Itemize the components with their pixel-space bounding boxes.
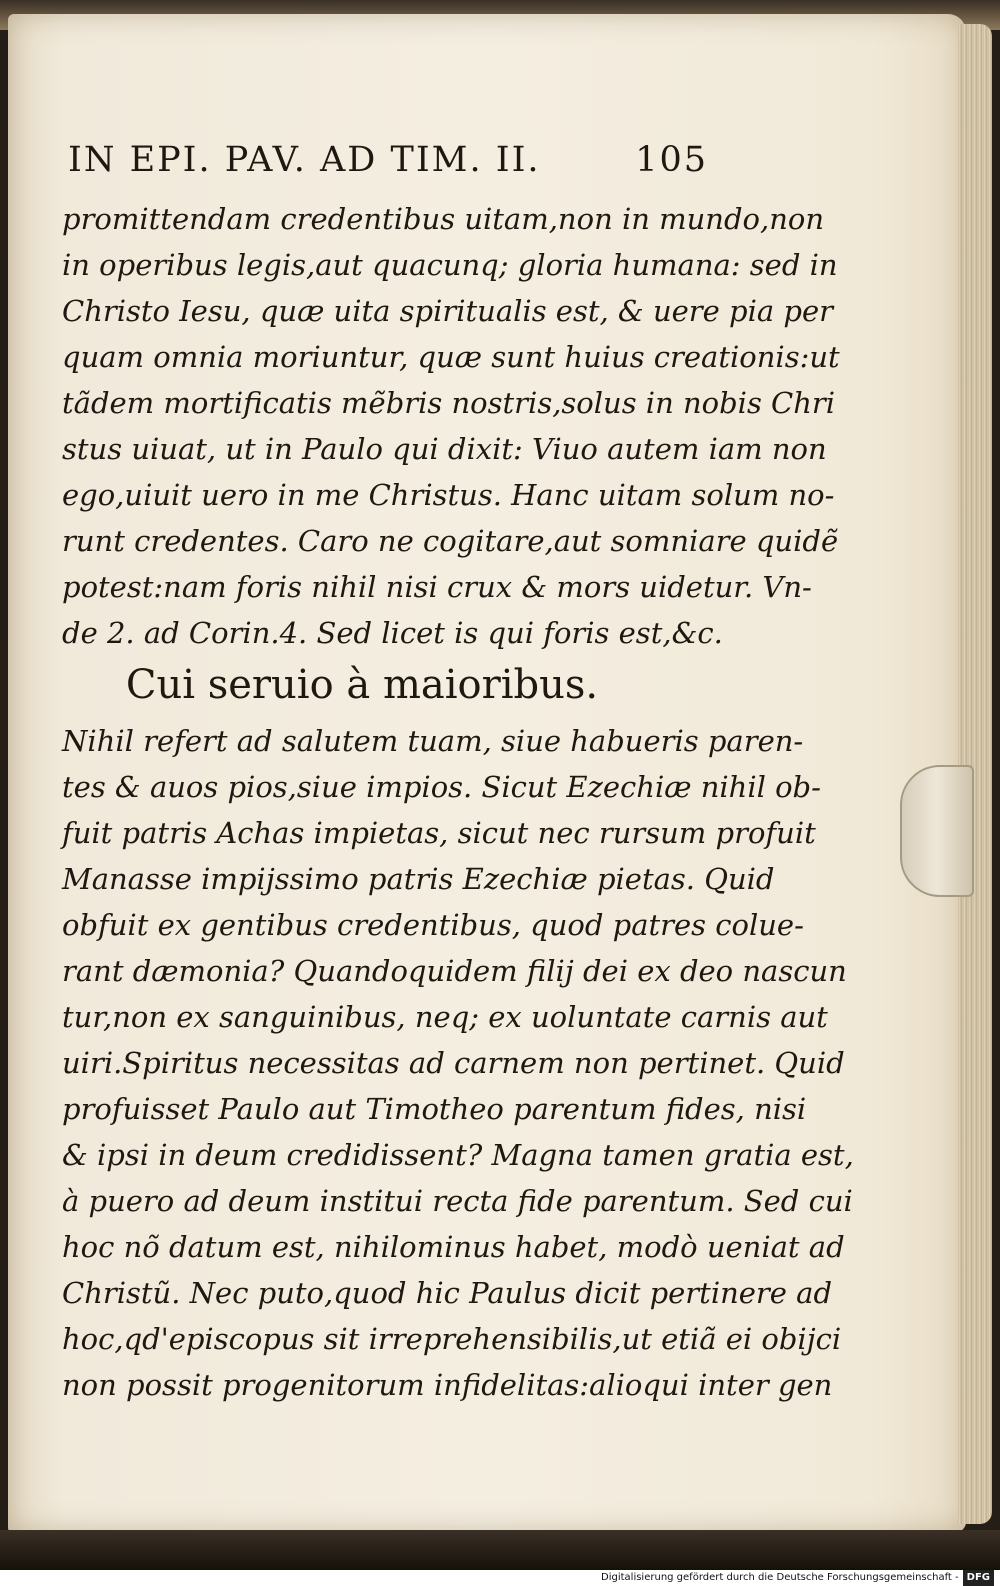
- section-heading: Cui seruio à maioribus.: [125, 662, 599, 708]
- text-line: fuit patris Achas impietas, sicut nec rursum profuit: [62, 816, 816, 850]
- text-line: profuisset Paulo aut Timotheo parentum fides, nisi: [62, 1092, 807, 1126]
- text-line: promittendam credentibus uitam,non in mundo,non: [62, 202, 825, 236]
- credit-text: Digitalisierung gefördert durch die Deutsche Forschungsgemeinschaft -: [601, 1572, 959, 1583]
- page-text: [62, 140, 854, 1408]
- text-line: à puero ad deum institui recta fide parentum. Sed cui: [62, 1184, 853, 1218]
- text-line: non possit progenitorum infidelitas:alioqui inter gen: [62, 1368, 833, 1402]
- bottom-shadow: [0, 1530, 1000, 1570]
- text-line: in operibus legis,aut quacunq; gloria humana: sed in: [62, 248, 838, 282]
- text-line: obfuit ex gentibus credentibus, quod patres colue-: [62, 908, 804, 942]
- text-line: tes & auos pios,siue impios. Sicut Ezechiæ nihil ob-: [62, 770, 821, 804]
- dfg-logo: DFG: [963, 1570, 994, 1586]
- text-line: & ipsi in deum credidissent? Magna tamen gratia est,: [62, 1138, 854, 1172]
- digitization-credit: [601, 1570, 994, 1586]
- running-head-title: IN EPI. PAV. AD TIM. II.: [68, 140, 541, 180]
- text-line: potest:nam foris nihil nisi crux & mors uidetur. Vn-: [62, 570, 812, 604]
- text-line: Christo Iesu, quæ uita spiritualis est, & uere pia per: [62, 294, 833, 328]
- text-line: tur,non ex sanguinibus, neq; ex uoluntate carnis aut: [62, 1000, 828, 1034]
- text-line: quam omnia moriuntur, quæ sunt huius creationis:ut: [62, 340, 840, 374]
- text-line: runt credentes. Caro ne cogitare,aut somniare quidẽ: [62, 524, 839, 558]
- page-clip: [900, 765, 974, 897]
- text-line: uiri.Spiritus necessitas ad carnem non pertinet. Quid: [62, 1046, 845, 1080]
- text-line: tãdem mortificatis mẽbris nostris,solus in nobis Chri: [62, 386, 836, 420]
- paragraph-2: [62, 718, 854, 1408]
- text-line: Christũ. Nec puto,quod hic Paulus dicit pertinere ad: [62, 1276, 833, 1310]
- text-line: rant dæmonia? Quandoquidem filij dei ex deo nascun: [62, 954, 847, 988]
- text-line: ego,uiuit uero in me Christus. Hanc uitam solum no-: [62, 478, 835, 512]
- text-line: hoc nõ datum est, nihilominus habet, modò ueniat ad: [62, 1230, 845, 1264]
- paragraph-1: [62, 196, 840, 656]
- text-line: stus uiuat, ut in Paulo qui dixit: Viuo autem iam non: [62, 432, 827, 466]
- text-line: Manasse impijssimo patris Ezechiæ pietas. Quid: [62, 862, 775, 896]
- text-line: hoc,qd'episcopus sit irreprehensibilis,ut etiã ei obijci: [62, 1322, 842, 1356]
- page-number: 105: [635, 140, 708, 180]
- text-line: Nihil refert ad salutem tuam, siue habueris paren-: [62, 724, 804, 758]
- running-head: [62, 140, 722, 196]
- text-line: de 2. ad Corin.4. Sed licet is qui foris est,&c.: [62, 616, 723, 650]
